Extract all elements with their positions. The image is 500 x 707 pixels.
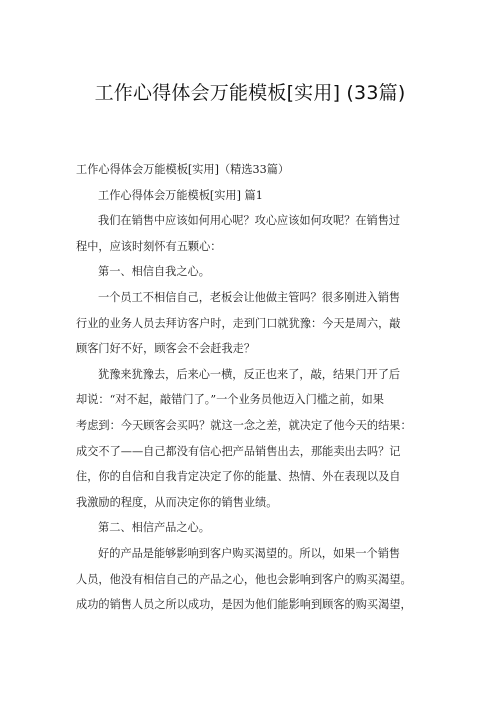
text-line: 我激励的程度，从而决定你的销售业绩。 <box>76 495 278 509</box>
text-line: 第二、相信产品之心。 <box>98 521 210 535</box>
text-line: 一个员工不相信自己，老板会让他做主管吗？很多刚进入销售 <box>98 290 401 304</box>
text-line: 住，你的自信和自我肯定决定了你的能量、热情、外在表现以及自 <box>76 470 401 484</box>
text-line: 好的产品是能够影响到客户购买渴望的。所以，如果一个销售 <box>98 546 401 560</box>
document-body <box>76 157 436 618</box>
text-line: 顾客门好不好，顾客会不会赶我走？ <box>76 342 256 356</box>
document-title: 工作心得体会万能模板[实用] (33篇) <box>94 82 406 104</box>
text-line: 行业的业务人员去拜访客户时，走到门口就犹豫：今天是周六，敲 <box>76 316 401 330</box>
text-line: 人员，他没有相信自己的产品之心，他也会影响到客户的购买渴望。 <box>76 572 412 586</box>
text-line: 考虑到：今天顾客会买吗？就这一念之差，就决定了他今天的结果： <box>76 418 412 432</box>
text-line: 成交不了——自己都没有信心把产品销售出去，那能卖出去吗？记 <box>76 444 401 458</box>
text-line: 工作心得体会万能模板[实用]（精选33篇） <box>76 163 290 176</box>
text-line: 我们在销售中应该如何用心呢？攻心应该如何攻呢？在销售过 <box>98 214 401 228</box>
text-line: 第一、相信自我之心。 <box>98 265 210 279</box>
text-line: 成功的销售人员之所以成功，是因为他们能影响到顾客的购买渴望， <box>76 598 412 612</box>
text-line: 程中，应该时刻怀有五颗心： <box>76 239 222 253</box>
text-line: 犹豫来犹豫去，后来心一横，反正也来了，敲，结果门开了后 <box>98 367 401 381</box>
text-line: 工作心得体会万能模板[实用] 篇1 <box>98 188 263 202</box>
text-line: 却说：“对不起，敲错门了。”一个业务员他迈入门槛之前，如果 <box>76 393 384 407</box>
